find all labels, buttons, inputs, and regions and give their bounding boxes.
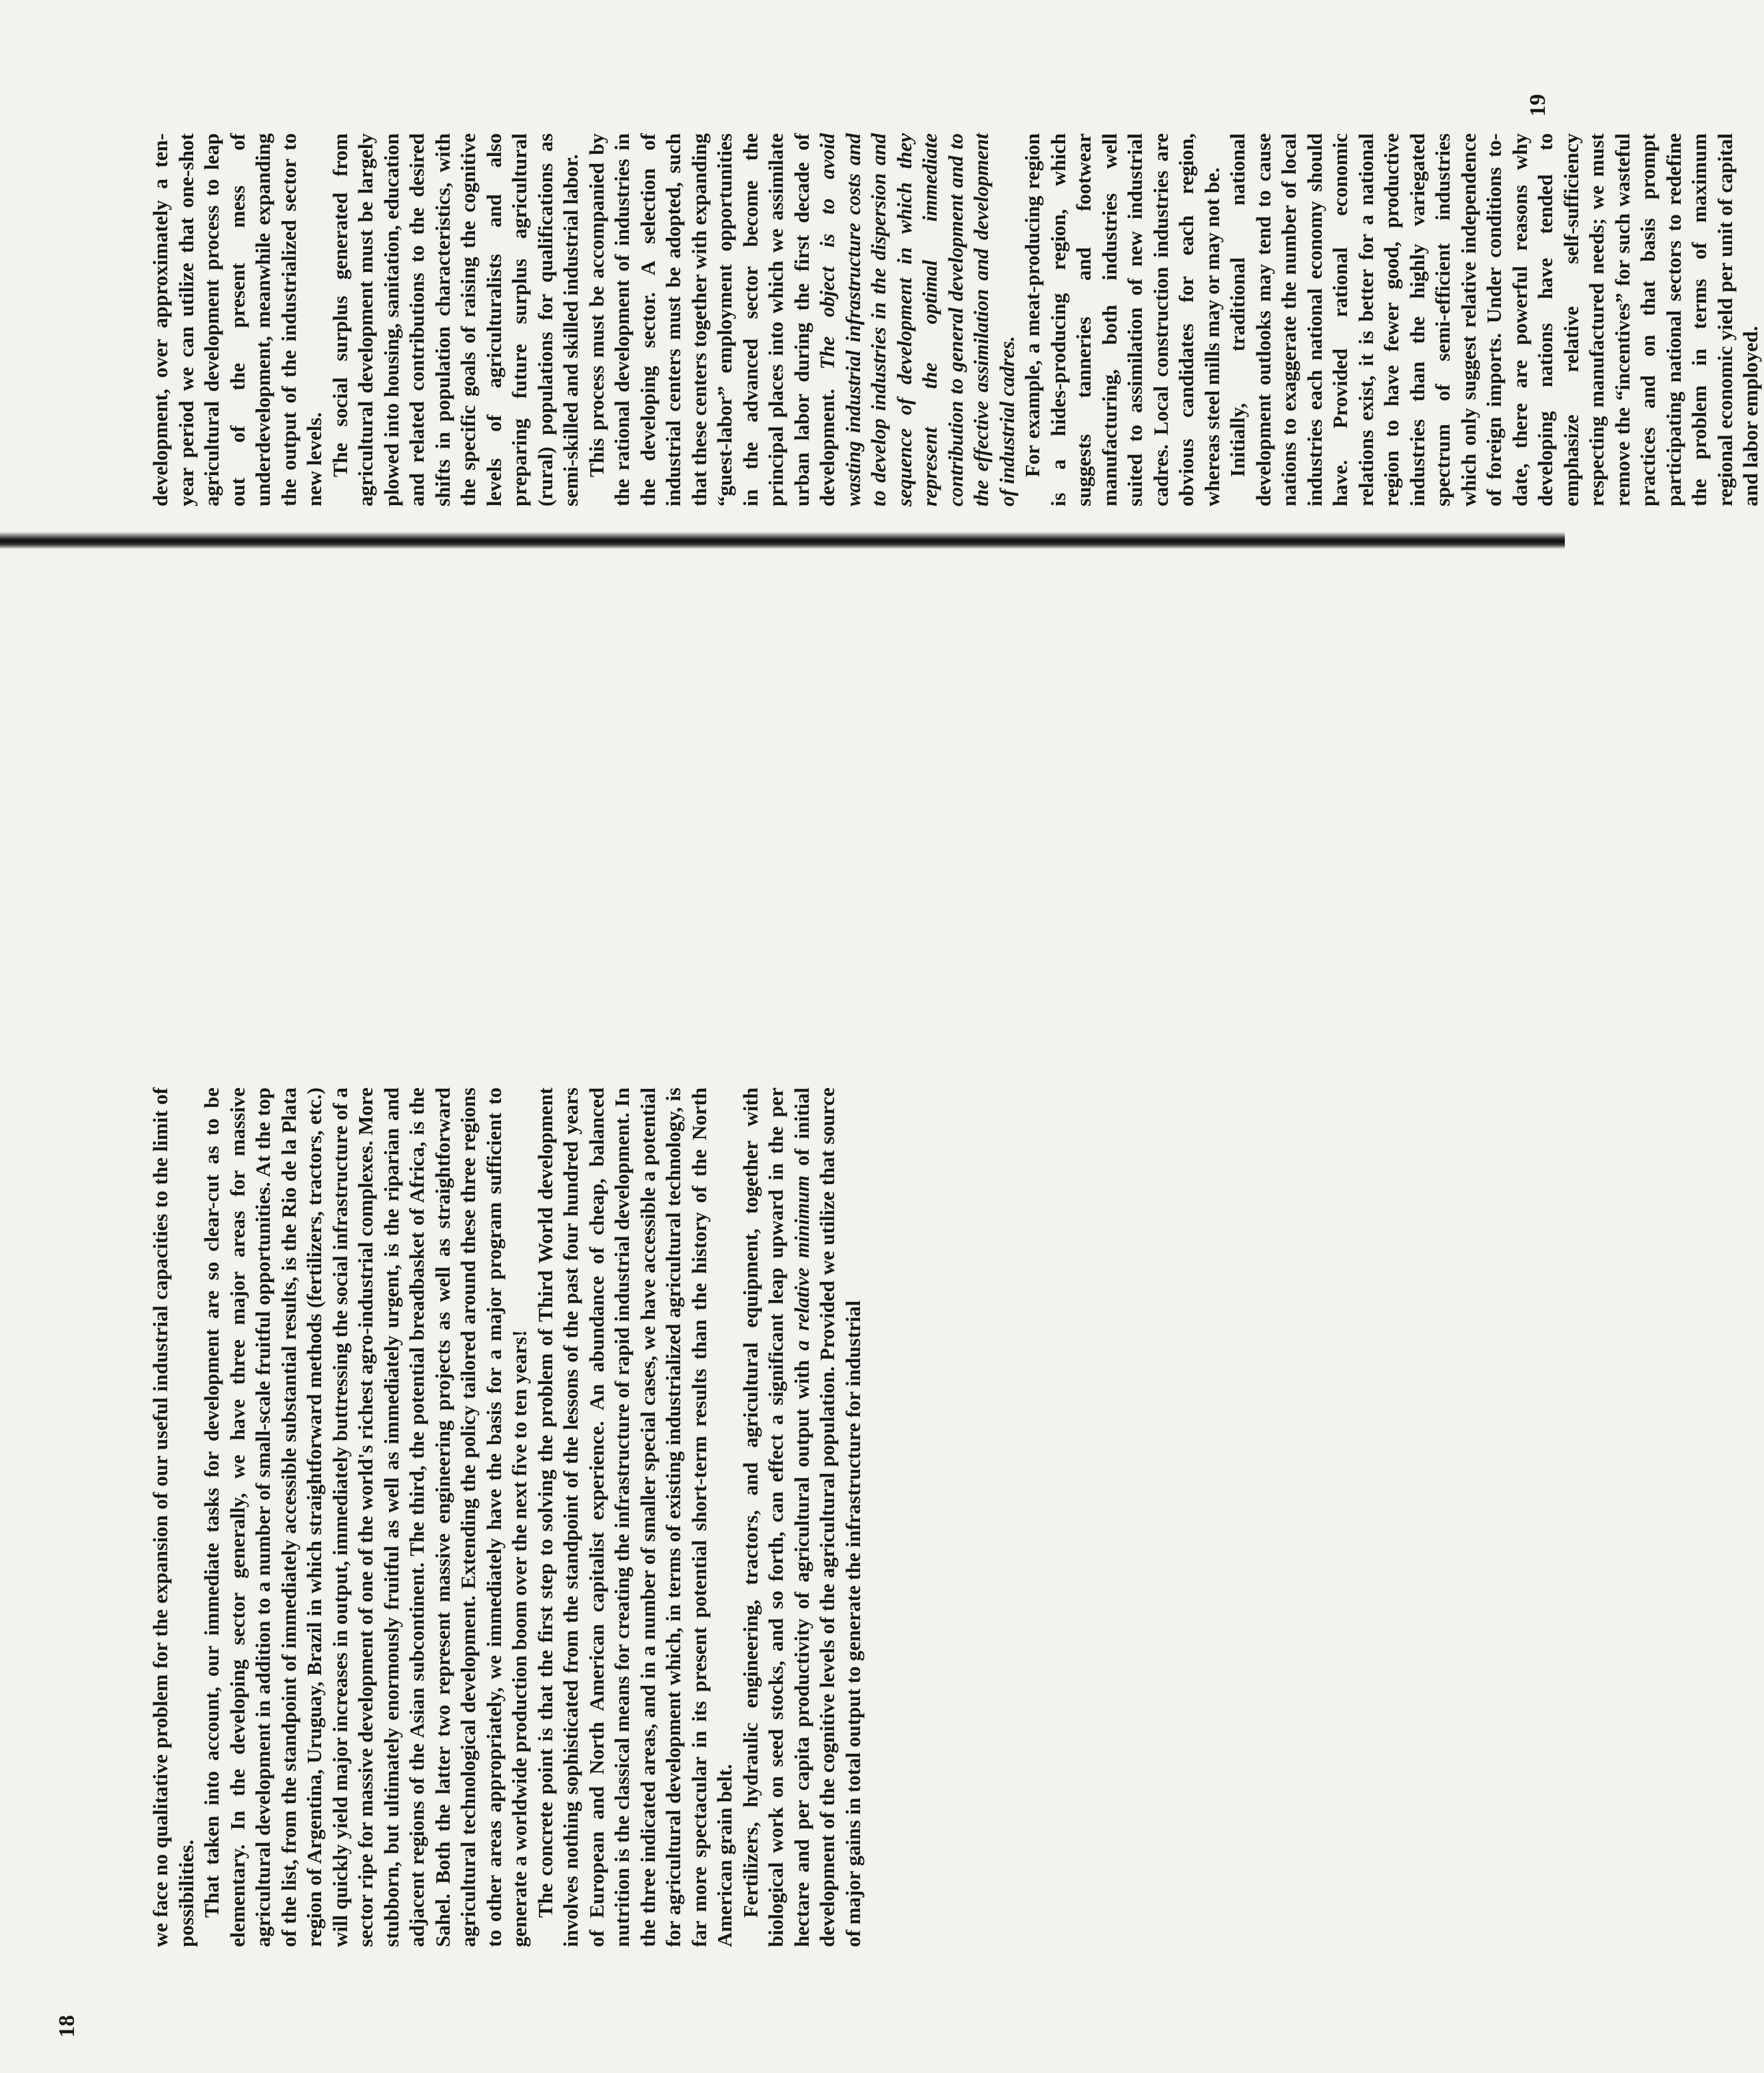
page-18 xyxy=(148,1087,1480,1947)
text-run: The social surplus generated from agricultural development must be largely plowed into housing, sanitation, education and related contributions to the desired shifts in population characteristics, with the specific goals of raising the cognitive levels of agriculturalists and also preparing future surplus agricultural (rural) populations for qualifications as semi-skilled and skilled industrial labor. xyxy=(328,133,582,506)
text-run: This process must be accompanied by the rational development of industries in the developing sector. A selection of industrial centers must be adopted, such that these centers together with expanding “guest-labor” employment opportunities in the advanced sector become the principal places into which we assimilate urban labor during the first decade of development. xyxy=(584,133,839,506)
page-number-left: 18 xyxy=(55,2015,79,2038)
paragraph xyxy=(148,133,328,506)
book-gutter xyxy=(0,532,1565,549)
text-run: The concrete point is that the first step to solving the problem of Third World development involves nothing sophisticated from the standpoint of the lessons of the past four hundred years of European and North American capitalist experience. An abundance of cheap, balanced nutrition is the classical means for creating the infrastructure of rapid industrial development. In the three indicated areas, and in a number of smaller special cases, we have accessible a potential for agricultural development which, in terms of existing industrialized agricultural technology, is far more spectacular in its present potential short-term results than the history of the North American grain belt. xyxy=(533,1087,736,1947)
paragraph xyxy=(148,1087,199,1947)
text-run: of initial development of the cognitive levels of the agricultural population. Provided we utilize that source of major gains in total output to generate the infrastructure for industrial xyxy=(789,1087,865,1947)
text-run: For example, a meat-producing region is a hides-producing region, which suggests tanneries and footwear manufacturing, both industries well suited to assimilation of new industrial cadres. Local construction industries are obvious candidates for each region, whereas steel mills may or may not be. xyxy=(1021,133,1224,506)
text-run: Initially, traditional national development outlooks may tend to cause nations to exaggerate the number of local industries each national economy should have. Provided rational economic relations exist, it is better for a national region to have fewer good, productive industries than the highly variegated spectrum of semi-efficient industries which only suggest relative independence of foreign imports. Under conditions to-date, there are powerful reasons why developing nations have tended to emphasize relative self-sufficiency respecting manufactured needs; we must remove the “incentives” for such wasteful practices and on that basis prompt participating national sectors to redefine the problem in terms of maximum regional economic yield per unit of capital and labor employed. xyxy=(1226,133,1762,506)
paragraph xyxy=(738,1087,867,1947)
paragraph xyxy=(584,133,1021,506)
text-run: That taken into account, our immediate tasks for development are so clear-cut as to be elementary. In the developing sector generally, we have three major areas for massive agricultural development in addition to a number of small-scale fruitful opportunities. At the top of the list, from the standpoint of immediately accessible substantial results, is the Rio de la Plata region of Argentina, Uruguay, Brazil in which straightforward methods (fertilizers, tractors, etc.) will quickly yield major increases in output, immediately buttressing the social infrastructure of a sector ripe for massive development of one of the world's richest agro-industrial complexes. More stubborn, but ultimately enormously fruitful as well as immediately urgent, is the riparian and adjacent regions of the Asian subcontinent. The third, the potential breadbasket of Africa, is the Sahel. Both the latter two represent massive engineering projects as well as straightforward agricultural technological development. Extending the policy tailored around these three regions to other areas appropriately, we immediately have the basis for a major program sufficient to generate a worldwide production boom over the next five to ten years! xyxy=(200,1087,531,1947)
text-run: Fertilizers, hydraulic engineering, tractors, and agricultural equipment, together with biological work on seed stocks, and so forth, can effect a significant leap upward in the per hectare and per capita productivity of agricultural output with xyxy=(738,1087,813,1947)
text-column-left xyxy=(148,1087,866,1947)
paragraph xyxy=(199,1087,533,1947)
paragraph xyxy=(328,133,584,506)
paragraph xyxy=(533,1087,738,1947)
italic-text: The object is to avoid wasting industrial infrastructure costs and to develop industries in the dispersion and sequence of development in which they represent the optimal immediate contribution to general development and to the effective assimilation and development of industrial cadres. xyxy=(815,133,1019,506)
paragraph xyxy=(1225,133,1764,506)
italic-text: a relative minimum xyxy=(789,1175,813,1351)
page-19 xyxy=(148,133,1762,506)
text-column-right xyxy=(148,133,1764,506)
paragraph xyxy=(1020,133,1225,506)
text-run: we face no qualitative problem for the expansion of our useful industrial capacities to the limit of possibilities. xyxy=(149,1087,198,1947)
text-run: development, over approximately a ten-year period we can utilize that one-shot agricultural development process to leap out of the present mess of underdevelopment, meanwhile expanding the output of the industrialized sector to new levels. xyxy=(149,133,326,506)
page-number-right: 19 xyxy=(1526,94,1550,117)
